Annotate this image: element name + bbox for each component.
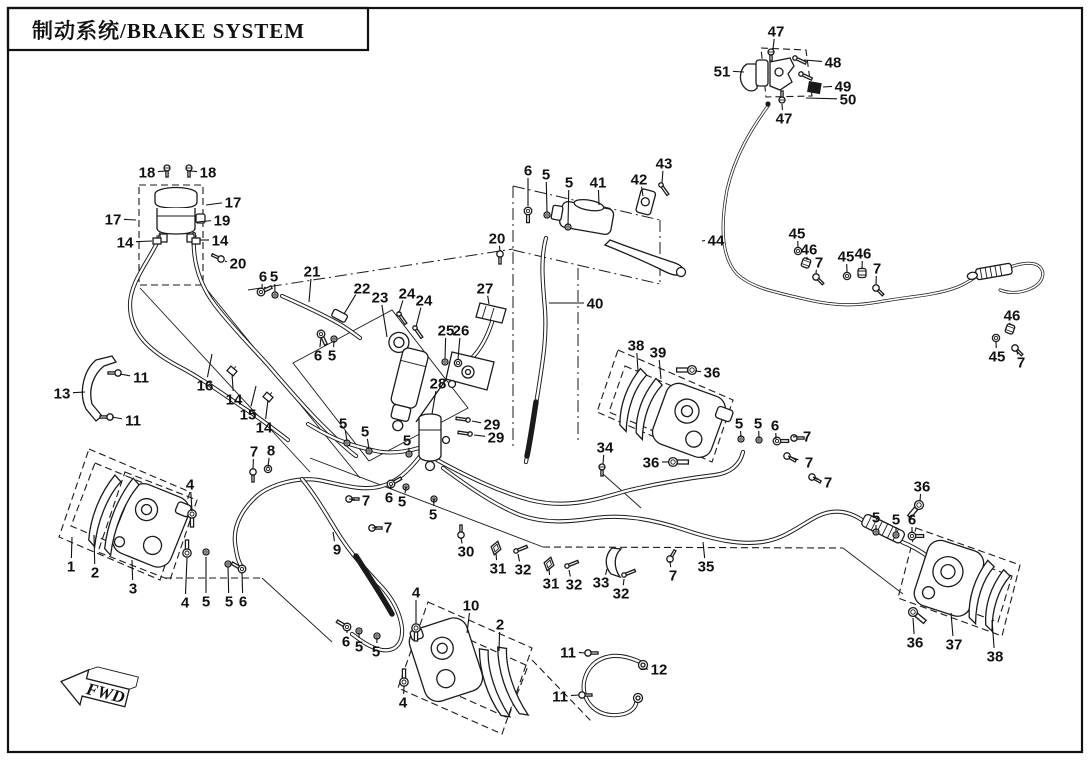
- callout-28: [430, 376, 447, 415]
- callout-13: [54, 386, 85, 403]
- callout-5: [429, 499, 437, 524]
- callout-5: [339, 416, 347, 442]
- svg-text:11: 11: [560, 644, 576, 662]
- callout-17: [105, 212, 136, 229]
- svg-text:1: 1: [66, 558, 76, 576]
- callout-18: [190, 165, 216, 182]
- callout-5: [328, 341, 336, 365]
- svg-text:49: 49: [834, 78, 852, 96]
- callout-14: [226, 374, 243, 409]
- svg-text:4: 4: [185, 476, 195, 494]
- brake-fluid-reservoir: [155, 188, 205, 243]
- svg-text:38: 38: [627, 337, 645, 355]
- svg-text:11: 11: [552, 688, 568, 706]
- svg-text:22: 22: [353, 280, 371, 298]
- svg-text:25: 25: [437, 322, 455, 340]
- svg-text:5: 5: [397, 493, 407, 511]
- svg-text:7: 7: [814, 254, 824, 272]
- callout-38: [628, 338, 645, 372]
- front-right-brake-pads: [474, 641, 528, 725]
- svg-text:7: 7: [804, 454, 814, 472]
- svg-text:15: 15: [239, 406, 257, 424]
- svg-text:4: 4: [411, 584, 421, 602]
- svg-text:32: 32: [612, 585, 630, 603]
- switch-49: [807, 81, 822, 94]
- callout-5: [361, 424, 369, 450]
- svg-text:20: 20: [229, 255, 247, 273]
- svg-text:6: 6: [523, 162, 533, 180]
- svg-text:14: 14: [255, 419, 273, 437]
- svg-text:5: 5: [753, 415, 763, 433]
- svg-text:2: 2: [495, 616, 505, 634]
- svg-text:6: 6: [384, 489, 394, 507]
- hand-brake-lever: [550, 188, 686, 276]
- callout-14: [117, 235, 152, 252]
- callout-4: [399, 686, 408, 712]
- svg-text:41: 41: [589, 174, 607, 192]
- callout-21: [304, 264, 321, 303]
- svg-text:48: 48: [824, 54, 842, 72]
- callout-50: [806, 92, 856, 109]
- svg-text:43: 43: [655, 155, 673, 173]
- svg-text:5: 5: [871, 509, 881, 527]
- callout-32: [515, 554, 532, 579]
- callout-24: [416, 293, 433, 328]
- svg-text:7: 7: [249, 443, 259, 461]
- callout-5: [225, 567, 233, 611]
- front-left-caliper: [82, 469, 194, 571]
- callout-1: [67, 537, 75, 576]
- svg-text:29: 29: [483, 416, 501, 434]
- svg-text:5: 5: [269, 268, 279, 286]
- callout-2: [496, 617, 504, 652]
- callout-36: [695, 365, 720, 382]
- svg-text:5: 5: [734, 415, 744, 433]
- svg-text:5: 5: [371, 643, 381, 661]
- callout-37: [946, 613, 963, 654]
- svg-text:28: 28: [429, 375, 447, 393]
- svg-text:7: 7: [668, 567, 678, 585]
- lever-bracket-42: [635, 188, 656, 215]
- callout-20: [225, 256, 246, 273]
- svg-text:7: 7: [802, 428, 812, 446]
- svg-text:20: 20: [488, 230, 506, 248]
- svg-text:3: 3: [128, 580, 138, 598]
- svg-text:34: 34: [596, 439, 614, 457]
- svg-text:47: 47: [775, 110, 793, 128]
- callout-39: [650, 345, 667, 380]
- svg-text:4: 4: [180, 594, 190, 612]
- callout-32: [566, 570, 583, 594]
- svg-text:17: 17: [224, 194, 242, 212]
- callout-31: [543, 568, 560, 593]
- svg-text:17: 17: [104, 211, 122, 229]
- svg-text:18: 18: [138, 164, 156, 182]
- svg-text:16: 16: [196, 377, 214, 395]
- callout-36: [907, 618, 924, 652]
- svg-text:5: 5: [360, 423, 370, 441]
- svg-text:31: 31: [542, 575, 560, 593]
- svg-text:6: 6: [258, 268, 268, 286]
- svg-text:45: 45: [837, 248, 855, 266]
- svg-text:33: 33: [592, 574, 610, 592]
- svg-text:36: 36: [642, 454, 660, 472]
- svg-text:42: 42: [630, 171, 648, 189]
- svg-text:24: 24: [415, 292, 433, 310]
- hose-guard-12: [584, 656, 648, 715]
- callout-36: [643, 455, 669, 472]
- svg-text:21: 21: [303, 263, 321, 281]
- callout-5: [542, 167, 550, 213]
- callout-45: [838, 249, 855, 273]
- callout-4: [412, 585, 421, 624]
- callout-14: [200, 233, 229, 250]
- svg-text:7: 7: [872, 260, 882, 278]
- callout-7: [813, 475, 832, 492]
- svg-text:6: 6: [907, 511, 917, 529]
- callout-33: [593, 569, 610, 592]
- svg-text:14: 14: [225, 391, 243, 409]
- svg-text:36: 36: [703, 364, 721, 382]
- cable-adjuster: [966, 263, 1012, 282]
- svg-text:9: 9: [332, 541, 342, 559]
- svg-text:45: 45: [788, 225, 806, 243]
- svg-text:29: 29: [487, 429, 505, 447]
- svg-text:7: 7: [823, 474, 833, 492]
- svg-text:37: 37: [945, 636, 963, 654]
- callout-51: [714, 64, 744, 81]
- callout-7: [793, 429, 811, 446]
- callout-30: [458, 538, 475, 561]
- callout-20: [489, 231, 506, 252]
- callout-5: [735, 416, 743, 438]
- svg-text:44: 44: [707, 232, 725, 250]
- callout-36: [914, 479, 931, 502]
- callout-6: [908, 512, 916, 534]
- callout-layer: [54, 24, 1026, 712]
- svg-text:5: 5: [541, 166, 551, 184]
- callout-17: [206, 195, 241, 212]
- svg-text:7: 7: [361, 492, 371, 510]
- svg-text:7: 7: [1016, 354, 1026, 372]
- svg-text:31: 31: [489, 560, 507, 578]
- callout-6: [239, 573, 247, 611]
- callout-7: [873, 261, 881, 285]
- svg-text:11: 11: [133, 369, 149, 387]
- callout-47: [776, 104, 793, 128]
- callout-44: [702, 233, 725, 250]
- callout-5: [398, 487, 406, 511]
- cable-guide-33: [606, 548, 621, 577]
- svg-text:46: 46: [800, 241, 818, 259]
- svg-text:27: 27: [476, 280, 494, 298]
- hose-guard-13: [82, 356, 116, 421]
- svg-text:23: 23: [371, 289, 389, 307]
- callout-6: [342, 630, 350, 651]
- svg-text:46: 46: [1003, 307, 1021, 325]
- callout-46: [855, 246, 872, 270]
- callout-40: [549, 296, 603, 313]
- callout-8: [267, 443, 275, 468]
- svg-text:10: 10: [462, 597, 480, 615]
- fwd-label: FWD: [84, 679, 127, 708]
- callout-5: [202, 557, 210, 611]
- rear-right-caliper: [911, 537, 1013, 631]
- callout-46: [1004, 308, 1021, 326]
- svg-text:36: 36: [906, 634, 924, 652]
- svg-text:51: 51: [713, 63, 731, 81]
- callout-16: [197, 354, 214, 395]
- svg-text:5: 5: [402, 432, 412, 450]
- callout-45: [989, 341, 1006, 366]
- callout-7: [669, 561, 677, 585]
- svg-text:5: 5: [354, 638, 364, 656]
- svg-text:19: 19: [213, 212, 231, 230]
- svg-text:6: 6: [341, 633, 351, 651]
- callout-24: [399, 286, 416, 314]
- callout-5: [754, 416, 762, 439]
- svg-text:46: 46: [854, 245, 872, 263]
- callout-6: [524, 163, 532, 207]
- callout-22: [344, 281, 370, 315]
- callout-31: [490, 553, 507, 578]
- callout-7: [815, 255, 823, 275]
- callout-34: [597, 440, 614, 465]
- svg-text:5: 5: [327, 347, 337, 365]
- callout-5: [372, 638, 380, 661]
- svg-text:5: 5: [428, 506, 438, 524]
- fwd-arrow: [57, 659, 139, 717]
- callout-4: [181, 558, 190, 612]
- svg-text:11: 11: [125, 412, 141, 430]
- svg-text:36: 36: [913, 478, 931, 496]
- svg-text:12: 12: [650, 661, 668, 679]
- callout-48: [804, 55, 841, 72]
- callout-6: [259, 269, 267, 290]
- callout-43: [656, 156, 673, 184]
- callout-11: [560, 645, 585, 662]
- svg-text:6: 6: [770, 417, 780, 435]
- svg-text:45: 45: [988, 348, 1006, 366]
- callout-29: [474, 430, 504, 447]
- cable-end: [765, 101, 770, 106]
- brake-pedal: [446, 303, 506, 390]
- svg-text:39: 39: [649, 344, 667, 362]
- svg-text:5: 5: [338, 415, 348, 433]
- callout-32: [613, 579, 630, 603]
- svg-text:18: 18: [199, 164, 217, 182]
- page-title: 制动系统/BRAKE SYSTEM: [32, 19, 306, 43]
- svg-text:6: 6: [238, 593, 248, 611]
- svg-text:35: 35: [697, 558, 715, 576]
- callout-6: [314, 338, 322, 365]
- callout-7: [250, 444, 258, 470]
- svg-text:26: 26: [452, 322, 470, 340]
- svg-text:30: 30: [457, 543, 475, 561]
- callout-11: [552, 689, 579, 706]
- svg-text:32: 32: [565, 576, 583, 594]
- svg-text:14: 14: [116, 234, 134, 252]
- svg-text:24: 24: [398, 285, 416, 303]
- svg-text:4: 4: [398, 694, 408, 712]
- callout-18: [139, 165, 166, 182]
- svg-text:8: 8: [266, 442, 276, 460]
- svg-text:14: 14: [211, 232, 229, 250]
- svg-text:2: 2: [90, 564, 100, 582]
- callout-6: [771, 418, 779, 440]
- svg-text:5: 5: [891, 511, 901, 529]
- callout-47: [768, 24, 785, 50]
- callout-11: [120, 370, 149, 387]
- svg-text:32: 32: [514, 561, 532, 579]
- callout-7: [788, 455, 813, 472]
- svg-text:40: 40: [586, 295, 604, 313]
- callout-5: [403, 433, 411, 453]
- callout-27: [477, 281, 494, 305]
- svg-text:5: 5: [201, 593, 211, 611]
- svg-text:13: 13: [53, 385, 71, 403]
- svg-text:7: 7: [383, 519, 393, 537]
- svg-text:47: 47: [767, 23, 785, 41]
- svg-text:50: 50: [839, 91, 857, 109]
- svg-text:38: 38: [986, 648, 1004, 666]
- svg-text:5: 5: [564, 174, 574, 192]
- svg-text:6: 6: [313, 347, 323, 365]
- svg-text:5: 5: [224, 593, 234, 611]
- callout-11: [112, 413, 141, 430]
